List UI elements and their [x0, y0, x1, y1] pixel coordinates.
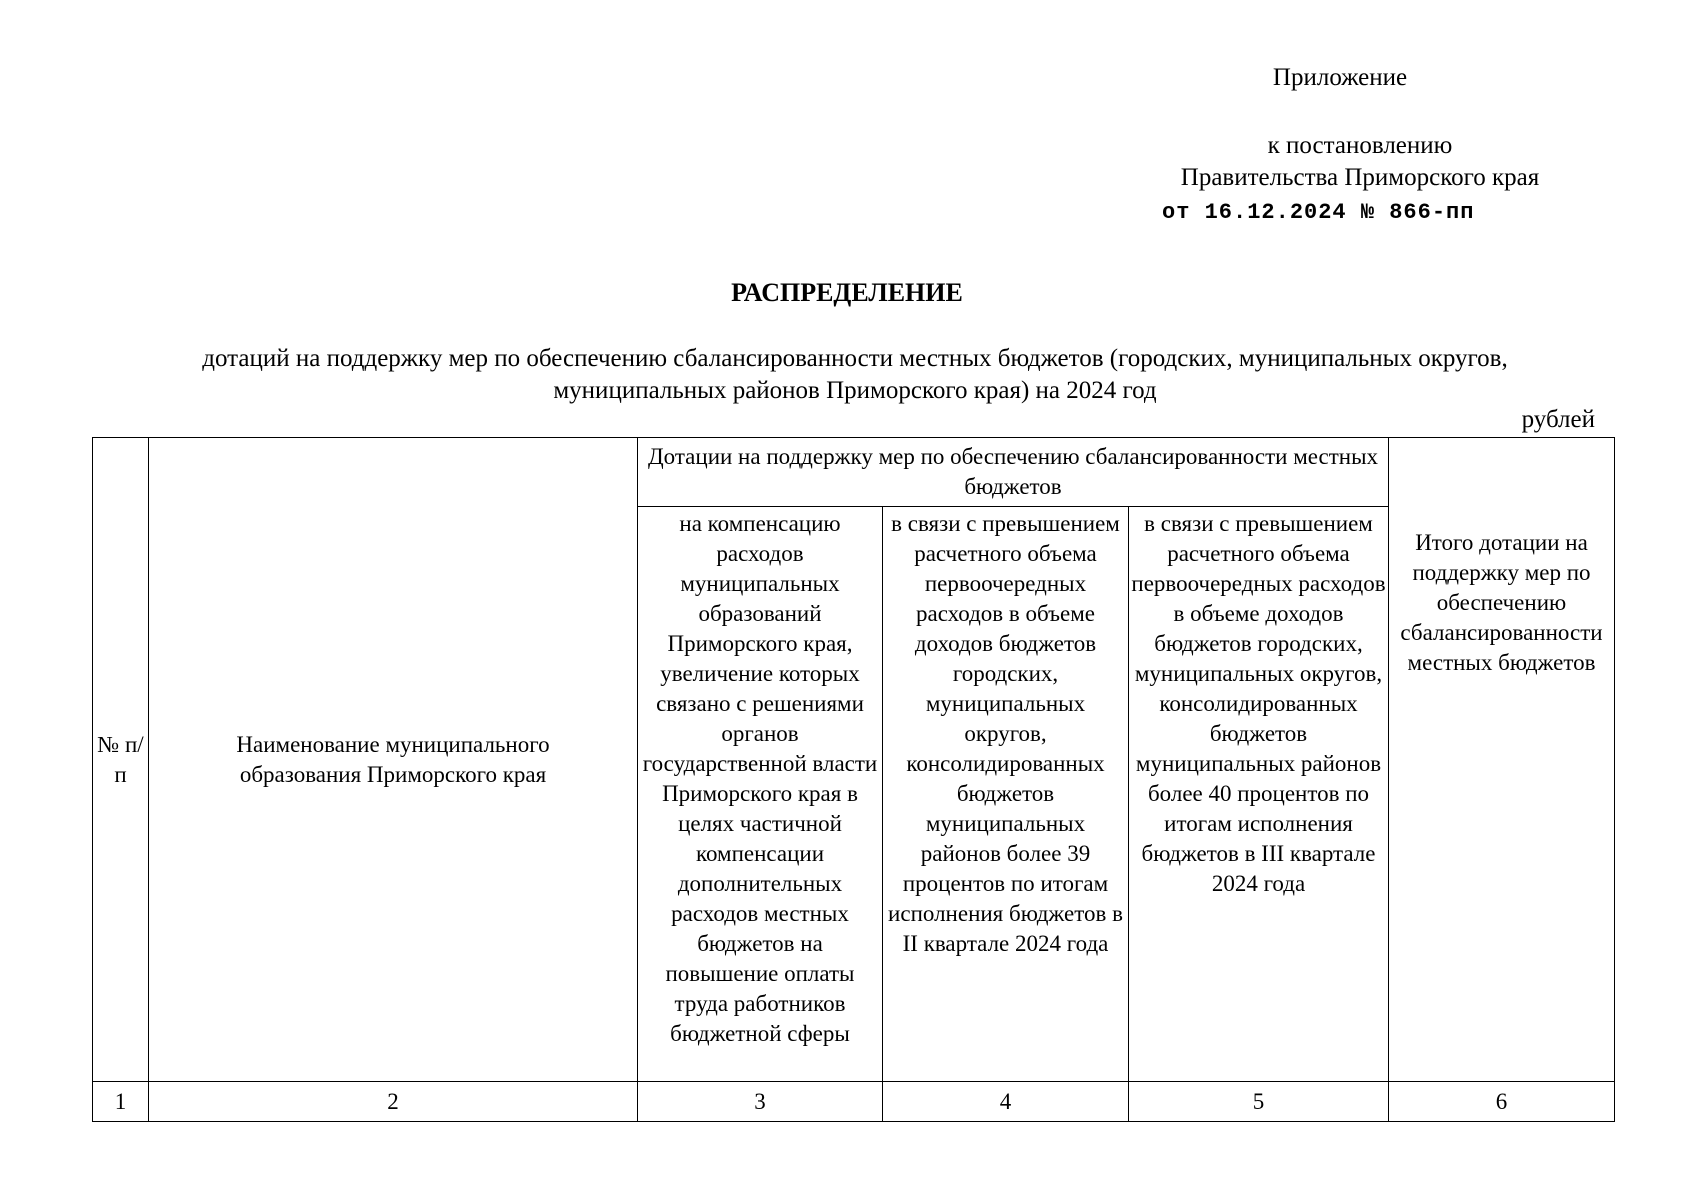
- column-number-5: 5: [1129, 1082, 1389, 1122]
- header-row-number-label: № п/ п: [97, 731, 144, 787]
- header-excess-q3-label: в связи с превышением расчетного объема первоочередных расходов в объеме доходов бюджетов городских, муниципальных округов, консолидированных бюджетов муниципальных районов более 40 процентов по итогам исполнения бюджетов в III квартале 2024 года: [1131, 511, 1386, 896]
- header-municipality-name-label: Наименование муниципального образования Приморского края: [236, 731, 550, 787]
- column-number-3: 3: [638, 1082, 883, 1122]
- document-subtitle: дотаций на поддержку мер по обеспечению сбалансированности местных бюджетов (городских, муниципальных округов, муниципальных районов Приморского края) на 2024 год: [202, 345, 1508, 404]
- header-subsidy-group: [638, 438, 1389, 507]
- header-total-label: Итого дотации на поддержку мер по обеспечению сбалансированности местных бюджетов: [1400, 530, 1603, 675]
- column-number-1: 1: [93, 1082, 149, 1122]
- header-compensation-label: на компенсацию расходов муниципальных образований Приморского края, увеличение которых связано с решениями органов государственной власти Приморского края в целях частичной компенсации дополнительных расходов местных бюджетов на повышение оплаты труда работников бюджетной сферы: [642, 511, 878, 1046]
- units-label: рублей: [1521, 406, 1595, 433]
- header-total: [1389, 438, 1615, 1082]
- header-excess-q3: [1129, 507, 1389, 1082]
- header-subsidy-group-label: Дотации на поддержку мер по обеспечению сбалансированности местных бюджетов: [647, 444, 1379, 499]
- header-excess-q2: [883, 507, 1129, 1082]
- header-excess-q2-label: в связи с превышением расчетного объема первоочередных расходов в объеме доходов бюджетов городских, муниципальных округов, консолидированных бюджетов муниципальных районов более 39 процентов по итогам исполнения бюджетов в II квартале 2024 года: [888, 511, 1123, 956]
- header-row-number: [93, 438, 149, 1082]
- column-number-2: 2: [149, 1082, 638, 1122]
- distribution-table: [92, 437, 1615, 1122]
- column-number-row: [93, 1082, 1615, 1122]
- header-compensation: [638, 507, 883, 1082]
- appendix-title: Приложение: [1272, 64, 1408, 91]
- resolution-number: от 16.12.2024 № 866-пп: [1162, 200, 1475, 225]
- resolution-line-1: к постановлению: [1267, 132, 1453, 159]
- resolution-line-2: Правительства Приморского края: [1180, 164, 1540, 191]
- document-title: РАСПРЕДЕЛЕНИЕ: [731, 278, 963, 307]
- header-municipality-name: [149, 438, 638, 1082]
- resolution-reference: [1140, 130, 1580, 194]
- column-number-6: 6: [1389, 1082, 1615, 1122]
- column-number-4: 4: [883, 1082, 1129, 1122]
